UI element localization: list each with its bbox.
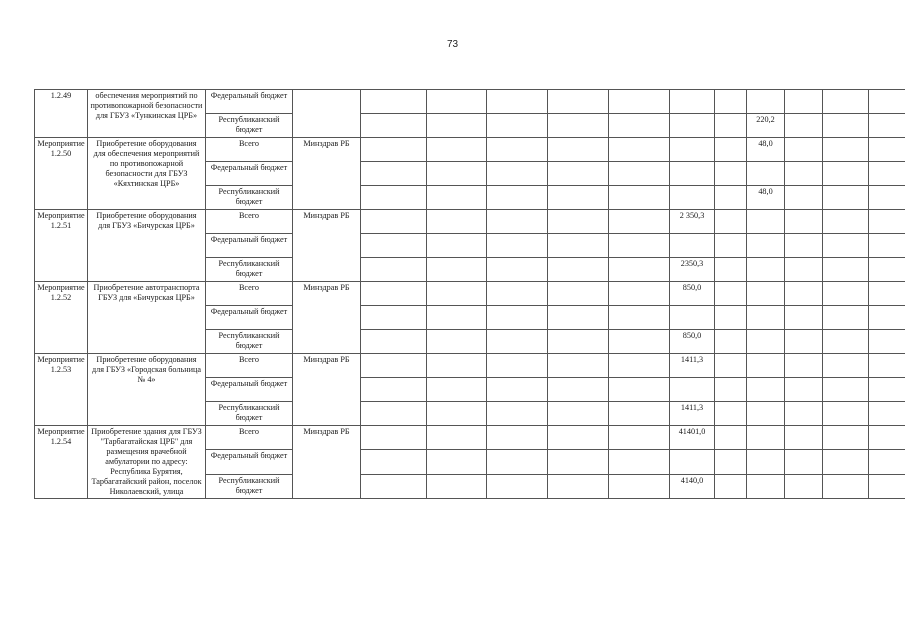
executor: Минздрав РБ <box>293 426 361 499</box>
empty-cell <box>823 450 869 474</box>
empty-cell <box>823 234 869 258</box>
empty-cell <box>487 330 548 354</box>
funding-source: Республиканский бюджет <box>206 330 293 354</box>
empty-cell <box>785 114 823 138</box>
amount-cell: 220,2 <box>747 114 785 138</box>
empty-cell <box>427 114 487 138</box>
empty-cell <box>609 210 670 234</box>
empty-cell <box>785 234 823 258</box>
empty-cell <box>427 450 487 474</box>
empty-cell <box>427 378 487 402</box>
amount-cell <box>747 90 785 114</box>
empty-cell <box>548 450 609 474</box>
empty-cell <box>427 330 487 354</box>
empty-cell <box>487 234 548 258</box>
empty-cell <box>427 186 487 210</box>
executor: Минздрав РБ <box>293 138 361 210</box>
empty-cell <box>609 330 670 354</box>
empty-cell <box>361 162 427 186</box>
funding-source: Республиканский бюджет <box>206 474 293 498</box>
funding-source: Федеральный бюджет <box>206 234 293 258</box>
empty-cell <box>823 474 869 498</box>
budget-table <box>34 89 905 499</box>
empty-cell <box>715 138 747 162</box>
empty-cell <box>823 282 869 306</box>
empty-cell <box>715 426 747 450</box>
table-row <box>35 210 905 234</box>
empty-cell <box>548 210 609 234</box>
measure-code: Мероприятие 1.2.50 <box>35 138 88 210</box>
measure-name: Приобретение оборудования для ГБУЗ «Городская больница № 4» <box>88 354 206 426</box>
empty-cell <box>361 330 427 354</box>
empty-cell <box>427 426 487 450</box>
empty-cell <box>487 210 548 234</box>
amount-cell: 1411,3 <box>670 354 715 378</box>
amount-cell <box>747 330 785 354</box>
funding-source: Федеральный бюджет <box>206 306 293 330</box>
amount-cell <box>670 90 715 114</box>
empty-cell <box>361 354 427 378</box>
empty-cell <box>869 450 905 474</box>
empty-cell <box>609 426 670 450</box>
funding-source: Федеральный бюджет <box>206 378 293 402</box>
table-row <box>35 282 905 306</box>
empty-cell <box>609 138 670 162</box>
empty-cell <box>823 138 869 162</box>
measure-name: обеспечения мероприятий по противопожарной безопасности для ГБУЗ «Тункинская ЦРБ» <box>88 90 206 138</box>
empty-cell <box>487 378 548 402</box>
empty-cell <box>548 378 609 402</box>
amount-cell: 2 350,3 <box>670 210 715 234</box>
empty-cell <box>715 450 747 474</box>
amount-cell <box>747 450 785 474</box>
table-row <box>35 354 905 378</box>
empty-cell <box>361 234 427 258</box>
empty-cell <box>487 426 548 450</box>
amount-cell <box>747 282 785 306</box>
empty-cell <box>361 306 427 330</box>
empty-cell <box>869 210 905 234</box>
empty-cell <box>609 402 670 426</box>
empty-cell <box>785 450 823 474</box>
empty-cell <box>427 354 487 378</box>
empty-cell <box>715 210 747 234</box>
table-row <box>35 90 905 114</box>
amount-cell: 48,0 <box>747 138 785 162</box>
empty-cell <box>609 306 670 330</box>
empty-cell <box>715 402 747 426</box>
amount-cell <box>747 402 785 426</box>
empty-cell <box>609 114 670 138</box>
empty-cell <box>823 186 869 210</box>
funding-source: Всего <box>206 354 293 378</box>
measure-code: Мероприятие 1.2.54 <box>35 426 88 499</box>
funding-source: Республиканский бюджет <box>206 114 293 138</box>
executor: Минздрав РБ <box>293 282 361 354</box>
empty-cell <box>609 258 670 282</box>
empty-cell <box>427 402 487 426</box>
empty-cell <box>361 186 427 210</box>
empty-cell <box>548 138 609 162</box>
empty-cell <box>548 426 609 450</box>
empty-cell <box>487 402 548 426</box>
funding-source: Республиканский бюджет <box>206 258 293 282</box>
empty-cell <box>427 162 487 186</box>
empty-cell <box>427 90 487 114</box>
funding-source: Всего <box>206 426 293 450</box>
empty-cell <box>823 90 869 114</box>
empty-cell <box>869 186 905 210</box>
empty-cell <box>487 258 548 282</box>
empty-cell <box>361 138 427 162</box>
empty-cell <box>785 330 823 354</box>
empty-cell <box>609 378 670 402</box>
empty-cell <box>785 474 823 498</box>
amount-cell <box>670 162 715 186</box>
measure-name: Приобретение оборудования для ГБУЗ «Бичурская ЦРБ» <box>88 210 206 282</box>
amount-cell <box>747 474 785 498</box>
empty-cell <box>823 330 869 354</box>
empty-cell <box>785 90 823 114</box>
amount-cell <box>747 426 785 450</box>
empty-cell <box>785 282 823 306</box>
empty-cell <box>548 114 609 138</box>
empty-cell <box>785 258 823 282</box>
table-row <box>35 138 905 162</box>
empty-cell <box>823 402 869 426</box>
empty-cell <box>715 474 747 498</box>
empty-cell <box>361 402 427 426</box>
empty-cell <box>715 162 747 186</box>
empty-cell <box>548 258 609 282</box>
empty-cell <box>869 426 905 450</box>
empty-cell <box>548 162 609 186</box>
empty-cell <box>869 234 905 258</box>
empty-cell <box>609 282 670 306</box>
amount-cell <box>670 234 715 258</box>
empty-cell <box>785 306 823 330</box>
funding-source: Республиканский бюджет <box>206 186 293 210</box>
empty-cell <box>715 354 747 378</box>
empty-cell <box>609 162 670 186</box>
amount-cell <box>670 450 715 474</box>
empty-cell <box>361 378 427 402</box>
empty-cell <box>715 306 747 330</box>
amount-cell: 48,0 <box>747 186 785 210</box>
empty-cell <box>427 306 487 330</box>
empty-cell <box>869 90 905 114</box>
amount-cell <box>747 258 785 282</box>
empty-cell <box>548 474 609 498</box>
empty-cell <box>785 378 823 402</box>
amount-cell: 850,0 <box>670 282 715 306</box>
empty-cell <box>487 306 548 330</box>
empty-cell <box>715 282 747 306</box>
empty-cell <box>823 114 869 138</box>
funding-source: Федеральный бюджет <box>206 162 293 186</box>
empty-cell <box>427 138 487 162</box>
empty-cell <box>548 402 609 426</box>
empty-cell <box>487 354 548 378</box>
funding-source: Всего <box>206 282 293 306</box>
empty-cell <box>548 354 609 378</box>
empty-cell <box>823 306 869 330</box>
amount-cell: 41401,0 <box>670 426 715 450</box>
empty-cell <box>487 162 548 186</box>
empty-cell <box>823 426 869 450</box>
empty-cell <box>548 330 609 354</box>
empty-cell <box>823 354 869 378</box>
empty-cell <box>609 354 670 378</box>
empty-cell <box>823 378 869 402</box>
measure-name: Приобретение автотранспорта ГБУЗ для «Бичурская ЦРБ» <box>88 282 206 354</box>
empty-cell <box>548 234 609 258</box>
empty-cell <box>785 186 823 210</box>
page-number: 73 <box>446 39 459 50</box>
measure-code: 1.2.49 <box>35 90 88 138</box>
empty-cell <box>869 114 905 138</box>
amount-cell: 2350,3 <box>670 258 715 282</box>
empty-cell <box>869 402 905 426</box>
empty-cell <box>785 138 823 162</box>
empty-cell <box>548 306 609 330</box>
empty-cell <box>427 474 487 498</box>
empty-cell <box>869 258 905 282</box>
empty-cell <box>487 138 548 162</box>
empty-cell <box>785 426 823 450</box>
empty-cell <box>361 210 427 234</box>
empty-cell <box>427 258 487 282</box>
empty-cell <box>361 450 427 474</box>
empty-cell <box>715 378 747 402</box>
measure-code: Мероприятие 1.2.52 <box>35 282 88 354</box>
empty-cell <box>609 474 670 498</box>
amount-cell: 850,0 <box>670 330 715 354</box>
funding-source: Федеральный бюджет <box>206 90 293 114</box>
empty-cell <box>823 258 869 282</box>
empty-cell <box>869 378 905 402</box>
empty-cell <box>487 90 548 114</box>
empty-cell <box>609 186 670 210</box>
empty-cell <box>869 474 905 498</box>
funding-source: Республиканский бюджет <box>206 402 293 426</box>
amount-cell <box>747 354 785 378</box>
measure-name: Приобретение здания для ГБУЗ "Тарбагатайская ЦРБ" для размещения врачебной амбулатории по адресу: Республика Бурятия, Тарбагатайский район, поселок Николаевский, улица <box>88 426 206 499</box>
measure-code: Мероприятие 1.2.51 <box>35 210 88 282</box>
empty-cell <box>715 234 747 258</box>
empty-cell <box>548 186 609 210</box>
executor: Минздрав РБ <box>293 210 361 282</box>
empty-cell <box>361 90 427 114</box>
empty-cell <box>715 114 747 138</box>
empty-cell <box>361 258 427 282</box>
empty-cell <box>869 138 905 162</box>
empty-cell <box>785 354 823 378</box>
empty-cell <box>487 186 548 210</box>
empty-cell <box>869 162 905 186</box>
amount-cell <box>670 138 715 162</box>
amount-cell <box>747 162 785 186</box>
funding-source: Всего <box>206 138 293 162</box>
amount-cell <box>670 186 715 210</box>
empty-cell <box>715 90 747 114</box>
empty-cell <box>715 258 747 282</box>
measure-code: Мероприятие 1.2.53 <box>35 354 88 426</box>
empty-cell <box>548 282 609 306</box>
empty-cell <box>361 474 427 498</box>
executor <box>293 90 361 138</box>
amount-cell <box>747 306 785 330</box>
empty-cell <box>427 282 487 306</box>
amount-cell <box>747 234 785 258</box>
empty-cell <box>548 90 609 114</box>
empty-cell <box>427 210 487 234</box>
empty-cell <box>785 210 823 234</box>
empty-cell <box>361 426 427 450</box>
empty-cell <box>609 234 670 258</box>
amount-cell: 4140,0 <box>670 474 715 498</box>
empty-cell <box>823 162 869 186</box>
table-row <box>35 426 905 450</box>
empty-cell <box>785 402 823 426</box>
empty-cell <box>487 474 548 498</box>
funding-source: Федеральный бюджет <box>206 450 293 474</box>
amount-cell <box>670 114 715 138</box>
empty-cell <box>609 450 670 474</box>
amount-cell <box>670 378 715 402</box>
empty-cell <box>869 330 905 354</box>
empty-cell <box>609 90 670 114</box>
executor: Минздрав РБ <box>293 354 361 426</box>
measure-name: Приобретение оборудования для обеспечения мероприятий по противопожарной безопасности для ГБУЗ «Кяхтинская ЦРБ» <box>88 138 206 210</box>
amount-cell <box>670 306 715 330</box>
amount-cell <box>747 210 785 234</box>
empty-cell <box>427 234 487 258</box>
empty-cell <box>869 282 905 306</box>
funding-source: Всего <box>206 210 293 234</box>
empty-cell <box>823 210 869 234</box>
empty-cell <box>785 162 823 186</box>
empty-cell <box>869 306 905 330</box>
amount-cell: 1411,3 <box>670 402 715 426</box>
empty-cell <box>361 114 427 138</box>
empty-cell <box>715 330 747 354</box>
empty-cell <box>361 282 427 306</box>
empty-cell <box>487 282 548 306</box>
amount-cell <box>747 378 785 402</box>
empty-cell <box>869 354 905 378</box>
empty-cell <box>487 114 548 138</box>
empty-cell <box>487 450 548 474</box>
empty-cell <box>715 186 747 210</box>
